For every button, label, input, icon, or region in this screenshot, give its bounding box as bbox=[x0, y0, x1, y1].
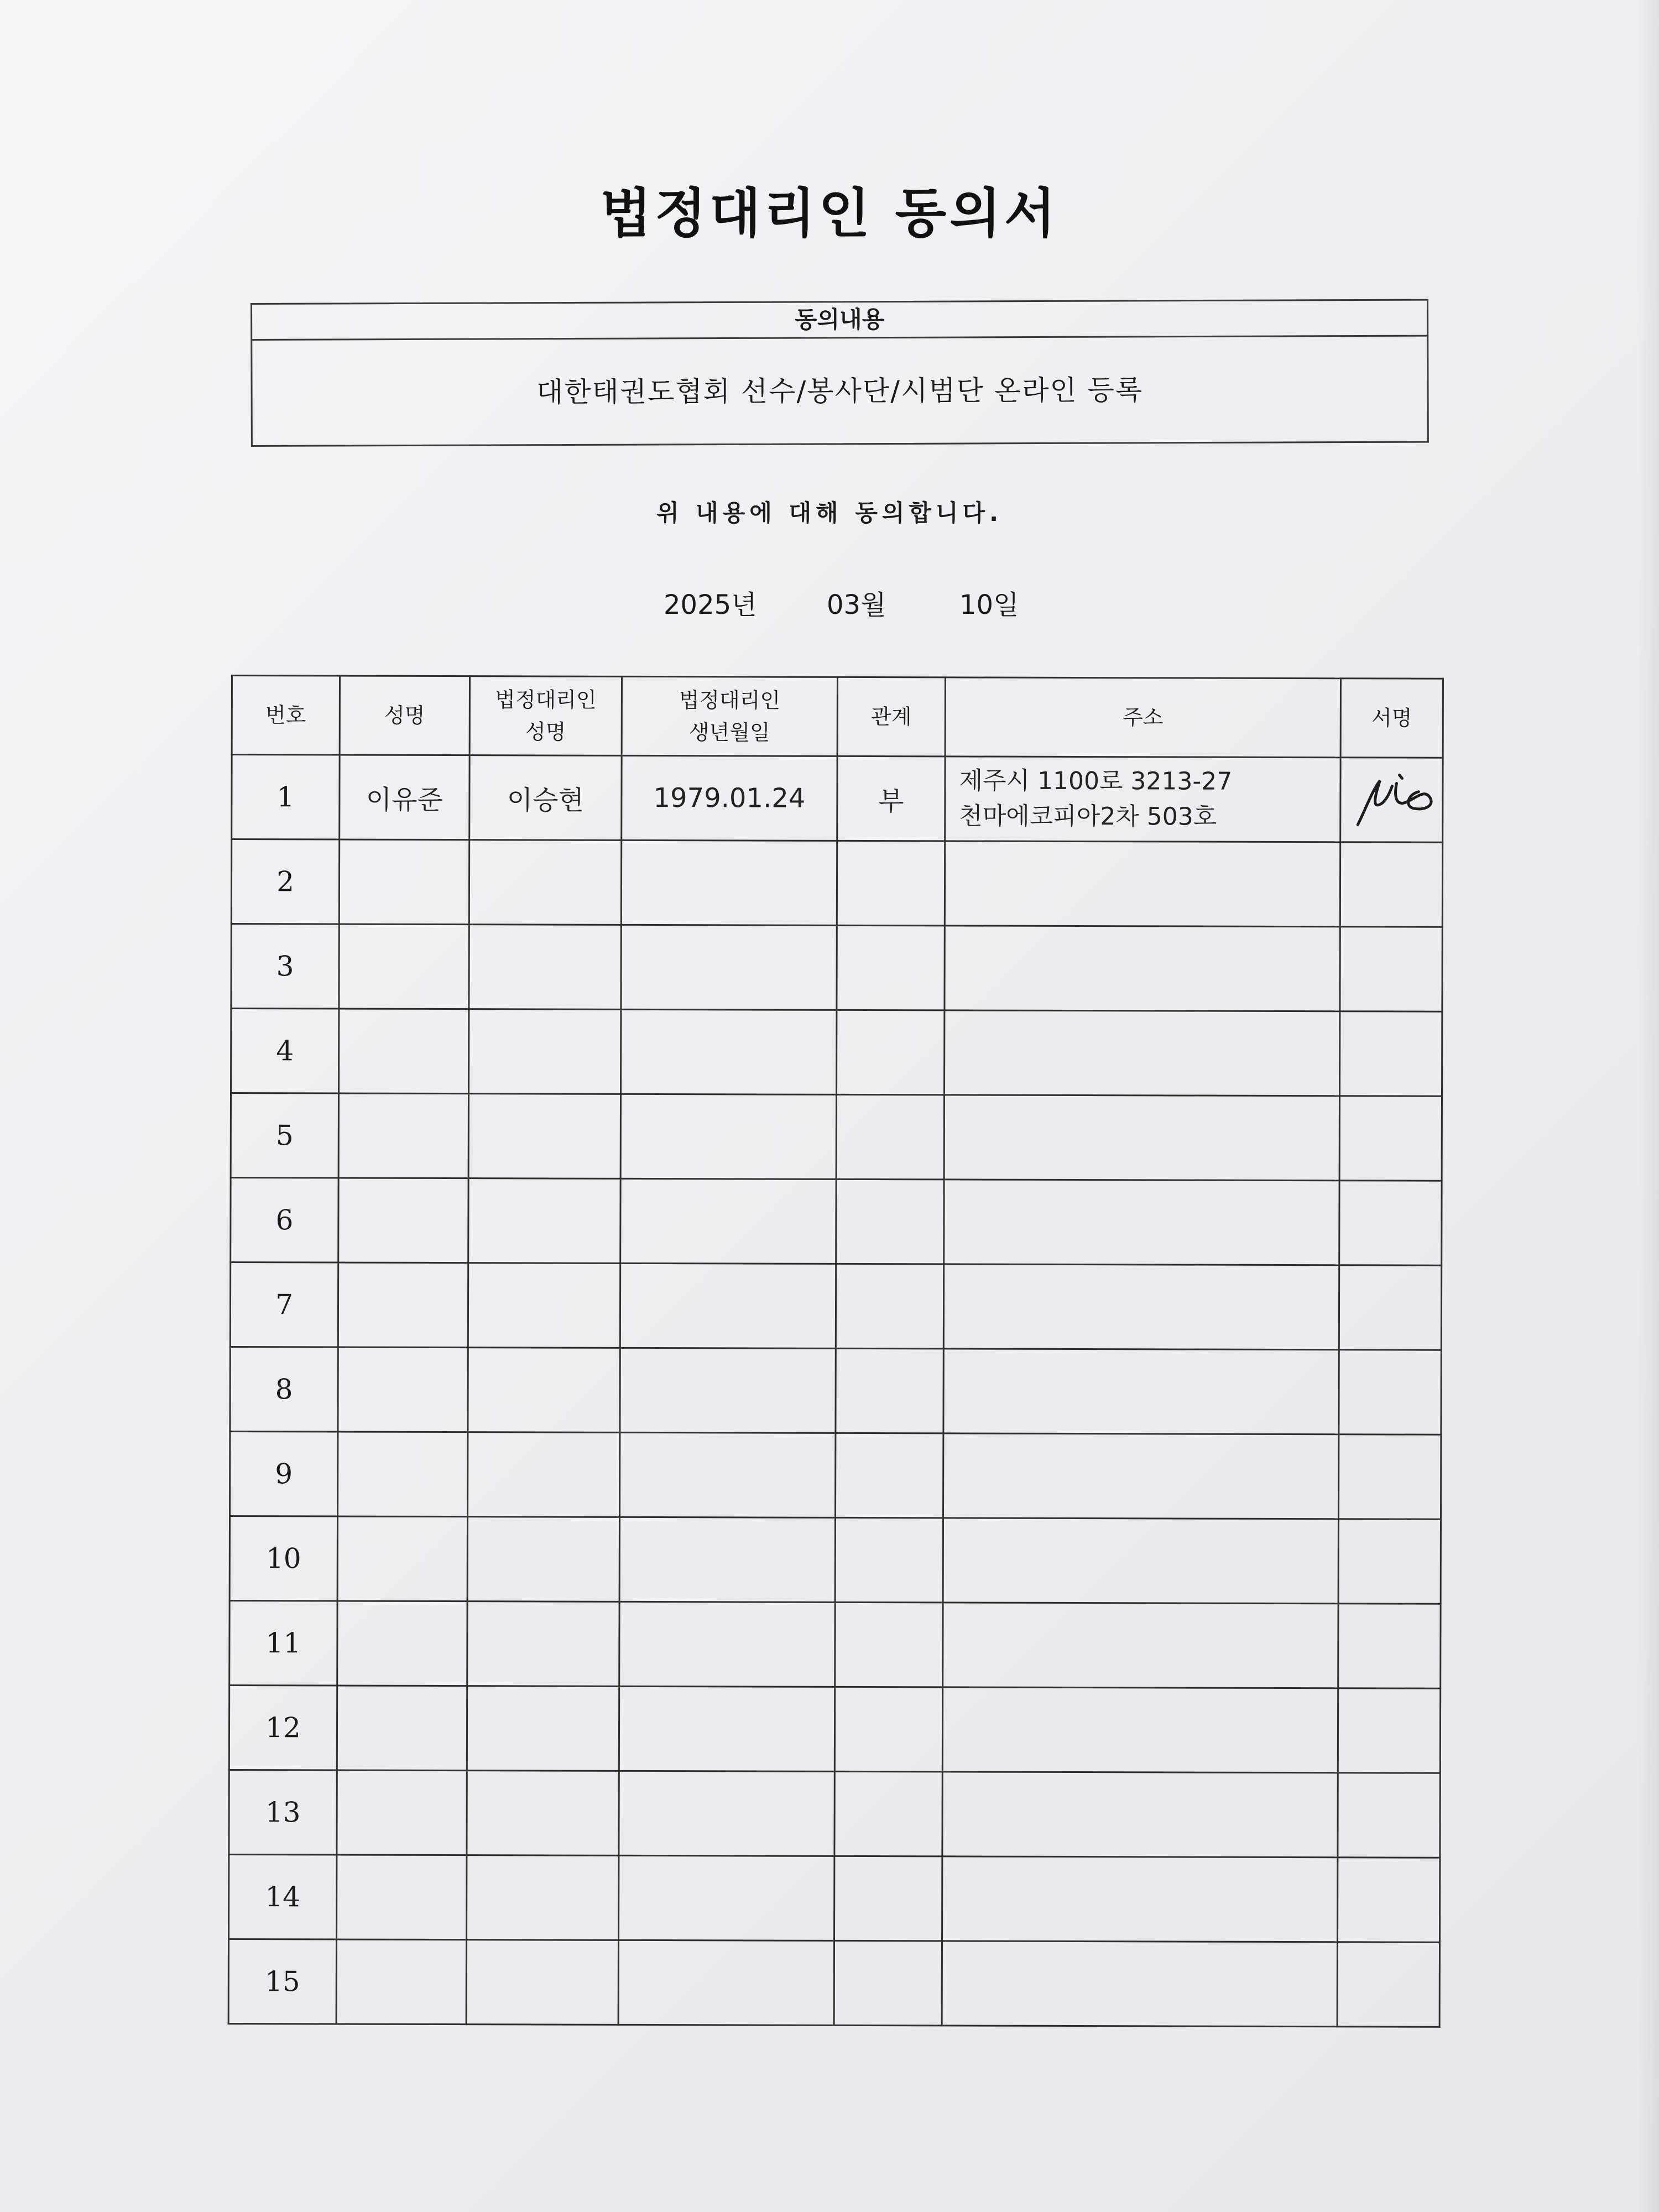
address-line-1 bbox=[958, 1391, 1338, 1392]
signature-cell bbox=[1340, 842, 1442, 927]
relation bbox=[837, 1010, 945, 1095]
participant-name bbox=[337, 1686, 467, 1771]
table-body bbox=[228, 755, 1443, 2027]
paper-edge-shadow bbox=[1637, 0, 1659, 2212]
relation bbox=[835, 1517, 943, 1603]
participant-name bbox=[337, 1601, 467, 1686]
date-day: 10일 bbox=[959, 589, 1019, 620]
address-line-1 bbox=[959, 883, 1339, 884]
guardian-name bbox=[467, 1601, 619, 1687]
signature-stroke bbox=[1358, 775, 1431, 825]
header-guardian-name bbox=[469, 676, 622, 756]
guardian-birthdate bbox=[619, 1601, 835, 1687]
address-line-1 bbox=[957, 1645, 1337, 1646]
relation bbox=[835, 1602, 943, 1687]
row-number: 12 bbox=[229, 1685, 337, 1770]
table-row bbox=[231, 1178, 1442, 1266]
signature-cell bbox=[1338, 1858, 1440, 1942]
relation bbox=[834, 1771, 942, 1856]
relation bbox=[836, 1179, 944, 1264]
table-row bbox=[229, 1516, 1441, 1604]
address bbox=[943, 1264, 1339, 1350]
address-line-2 bbox=[957, 1560, 1338, 1561]
signature-cell bbox=[1340, 758, 1443, 842]
address-line-1 bbox=[956, 1983, 1337, 1984]
row-number: 14 bbox=[229, 1854, 337, 1939]
address bbox=[942, 1941, 1337, 2027]
address-line-1 bbox=[958, 1306, 1338, 1307]
agreement-content: 대한태권도협회 선수/봉사단/시범단 온라인 등록 bbox=[536, 374, 1144, 409]
relation bbox=[834, 1687, 942, 1772]
address bbox=[945, 1010, 1340, 1096]
participant-name bbox=[339, 1009, 469, 1094]
signature-cell bbox=[1339, 1350, 1441, 1434]
address-line-2 bbox=[958, 1391, 1338, 1392]
guardian-name bbox=[468, 1348, 620, 1433]
table-header-row bbox=[232, 676, 1443, 758]
participant-name bbox=[338, 1093, 468, 1178]
guardian-birthdate bbox=[620, 1348, 836, 1433]
guardian-name bbox=[469, 1009, 621, 1094]
row-number: 7 bbox=[230, 1262, 338, 1348]
guardian-birthdate bbox=[620, 1094, 836, 1179]
participant-name bbox=[337, 1855, 467, 1940]
address bbox=[945, 757, 1340, 842]
guardian-name bbox=[467, 1855, 619, 1940]
agreement-header: 동의내용 bbox=[252, 301, 1427, 341]
row-number: 11 bbox=[229, 1600, 337, 1686]
guardian-name bbox=[468, 1263, 620, 1348]
address-line-1 bbox=[957, 1814, 1337, 1815]
guardian-name: 이승현 bbox=[469, 755, 622, 841]
guardian-name bbox=[469, 840, 621, 925]
address-line-1 bbox=[957, 1729, 1337, 1730]
guardian-name bbox=[467, 1771, 619, 1856]
header-guardian-birth-line2: 생년월일 bbox=[688, 720, 770, 745]
table-row bbox=[229, 1854, 1440, 1942]
address bbox=[943, 1518, 1338, 1604]
table-row bbox=[230, 1347, 1441, 1434]
row-number: 13 bbox=[229, 1770, 337, 1855]
guardian-birthdate bbox=[619, 1771, 834, 1856]
header-guardian-name-line1: 법정대리인 bbox=[495, 687, 597, 712]
participant-name bbox=[338, 1432, 468, 1517]
guardian-name bbox=[468, 1178, 620, 1264]
address bbox=[945, 841, 1340, 927]
address-line-1 bbox=[959, 968, 1339, 969]
guardian-birthdate bbox=[619, 1517, 835, 1602]
header-address: 주소 bbox=[945, 677, 1340, 758]
relation: 부 bbox=[837, 756, 945, 841]
table-row bbox=[231, 839, 1442, 927]
address-line-1 bbox=[958, 1222, 1338, 1223]
address bbox=[943, 1433, 1339, 1519]
guardian-birthdate bbox=[618, 1940, 834, 2025]
guardian-birthdate bbox=[619, 1855, 834, 1940]
table-row bbox=[229, 1685, 1440, 1773]
signature-cell bbox=[1338, 1688, 1440, 1773]
address-line-2 bbox=[958, 1222, 1338, 1223]
header-name: 성명 bbox=[340, 676, 469, 755]
participant-name bbox=[337, 1516, 467, 1601]
guardian-name bbox=[466, 1940, 618, 2025]
row-number: 6 bbox=[231, 1178, 338, 1263]
table-row bbox=[231, 1093, 1442, 1181]
signature-cell bbox=[1338, 1604, 1441, 1688]
signature-cell bbox=[1339, 1096, 1442, 1181]
table-row bbox=[228, 1939, 1439, 2027]
participant-name bbox=[338, 1262, 468, 1348]
date-year: 2025년 bbox=[664, 589, 757, 620]
relation bbox=[836, 1348, 943, 1433]
address-line-1: 제주시 1100로 3213-27 bbox=[959, 766, 1233, 796]
date-month: 03월 bbox=[827, 589, 886, 620]
address-line-1 bbox=[956, 1898, 1337, 1900]
relation bbox=[836, 1094, 944, 1180]
address-line-2 bbox=[957, 1475, 1338, 1477]
signature-cell bbox=[1339, 1181, 1442, 1265]
participant-name bbox=[339, 839, 469, 925]
row-number: 4 bbox=[231, 1009, 339, 1094]
address-line-2 bbox=[957, 1645, 1337, 1646]
signature-cell bbox=[1340, 927, 1442, 1011]
address bbox=[945, 926, 1340, 1011]
signature-cell bbox=[1338, 1773, 1440, 1858]
row-number: 5 bbox=[231, 1093, 338, 1178]
address-line-2 bbox=[956, 1898, 1337, 1900]
relation bbox=[834, 1940, 942, 2026]
relation bbox=[834, 1856, 942, 1941]
address-line-2: 천마에코피아2차 503호 bbox=[959, 802, 1217, 831]
signature-cell bbox=[1337, 1942, 1439, 2027]
header-guardian-birth-line1: 법정대리인 bbox=[679, 688, 781, 713]
participant-name bbox=[339, 924, 469, 1009]
row-number: 2 bbox=[231, 839, 339, 925]
address bbox=[943, 1349, 1339, 1434]
document-title: 법정대리인 동의서 bbox=[600, 182, 1059, 244]
relation bbox=[836, 1433, 943, 1518]
row-number: 3 bbox=[231, 924, 339, 1009]
relation bbox=[836, 1264, 943, 1349]
table-row bbox=[229, 1600, 1441, 1688]
address bbox=[942, 1772, 1338, 1858]
table-row bbox=[231, 1009, 1442, 1097]
address-line-2 bbox=[957, 1729, 1337, 1730]
table-row bbox=[232, 755, 1443, 843]
header-relation: 관계 bbox=[837, 677, 945, 757]
address bbox=[943, 1603, 1338, 1688]
participant-name: 이유준 bbox=[340, 755, 469, 840]
guardian-table bbox=[228, 675, 1444, 2028]
guardian-birthdate bbox=[621, 840, 837, 925]
header-signature: 서명 bbox=[1340, 679, 1443, 758]
guardian-name bbox=[468, 1094, 620, 1179]
address bbox=[944, 1180, 1339, 1265]
participant-name bbox=[337, 1770, 467, 1855]
guardian-birthdate: 1979.01.24 bbox=[622, 755, 837, 841]
relation bbox=[837, 841, 945, 926]
handwritten-signature bbox=[1341, 764, 1452, 836]
table-row bbox=[230, 1262, 1441, 1350]
consent-statement: 위 내용에 대해 동의합니다. bbox=[656, 499, 1003, 526]
guardian-name bbox=[469, 925, 621, 1010]
table-row bbox=[229, 1770, 1440, 1858]
address-line-1 bbox=[958, 1052, 1339, 1053]
signature-cell bbox=[1338, 1519, 1441, 1604]
address-line-2 bbox=[959, 883, 1339, 884]
row-number: 15 bbox=[228, 1939, 336, 2024]
participant-name bbox=[338, 1347, 468, 1432]
signature-cell bbox=[1340, 1011, 1442, 1096]
agreement-box bbox=[251, 299, 1429, 447]
guardian-name bbox=[467, 1686, 619, 1771]
address-line-2 bbox=[959, 968, 1339, 969]
address-line-2 bbox=[957, 1814, 1337, 1815]
address-line-1 bbox=[957, 1475, 1338, 1477]
row-number: 8 bbox=[230, 1347, 338, 1432]
header-no: 번호 bbox=[232, 676, 340, 755]
row-number: 10 bbox=[229, 1516, 337, 1601]
address-line-1 bbox=[957, 1560, 1338, 1561]
guardian-birthdate bbox=[620, 1263, 836, 1348]
address bbox=[942, 1687, 1338, 1773]
participant-name bbox=[336, 1939, 466, 2025]
table-row bbox=[230, 1431, 1441, 1519]
signature-cell bbox=[1339, 1434, 1441, 1519]
address bbox=[942, 1856, 1338, 1942]
address-line-1 bbox=[958, 1137, 1339, 1138]
guardian-name bbox=[467, 1517, 619, 1602]
guardian-birthdate bbox=[620, 1178, 836, 1264]
address-line-2 bbox=[958, 1052, 1339, 1053]
guardian-birthdate bbox=[620, 1432, 836, 1517]
relation bbox=[837, 925, 945, 1010]
address-line-2 bbox=[956, 1983, 1337, 1984]
header-guardian-name-line2: 성명 bbox=[525, 719, 566, 744]
guardian-birthdate bbox=[619, 1686, 834, 1771]
table-row bbox=[231, 924, 1442, 1012]
participant-name bbox=[338, 1178, 468, 1263]
address-line-2 bbox=[958, 1137, 1339, 1138]
row-number: 9 bbox=[230, 1431, 338, 1516]
guardian-birthdate bbox=[621, 925, 837, 1010]
address-line-2 bbox=[958, 1306, 1338, 1307]
address bbox=[944, 1095, 1339, 1181]
row-number: 1 bbox=[232, 755, 340, 840]
guardian-birthdate bbox=[621, 1009, 837, 1094]
signature-cell bbox=[1339, 1265, 1441, 1350]
guardian-name bbox=[468, 1432, 620, 1517]
header-guardian-birth bbox=[622, 676, 837, 756]
